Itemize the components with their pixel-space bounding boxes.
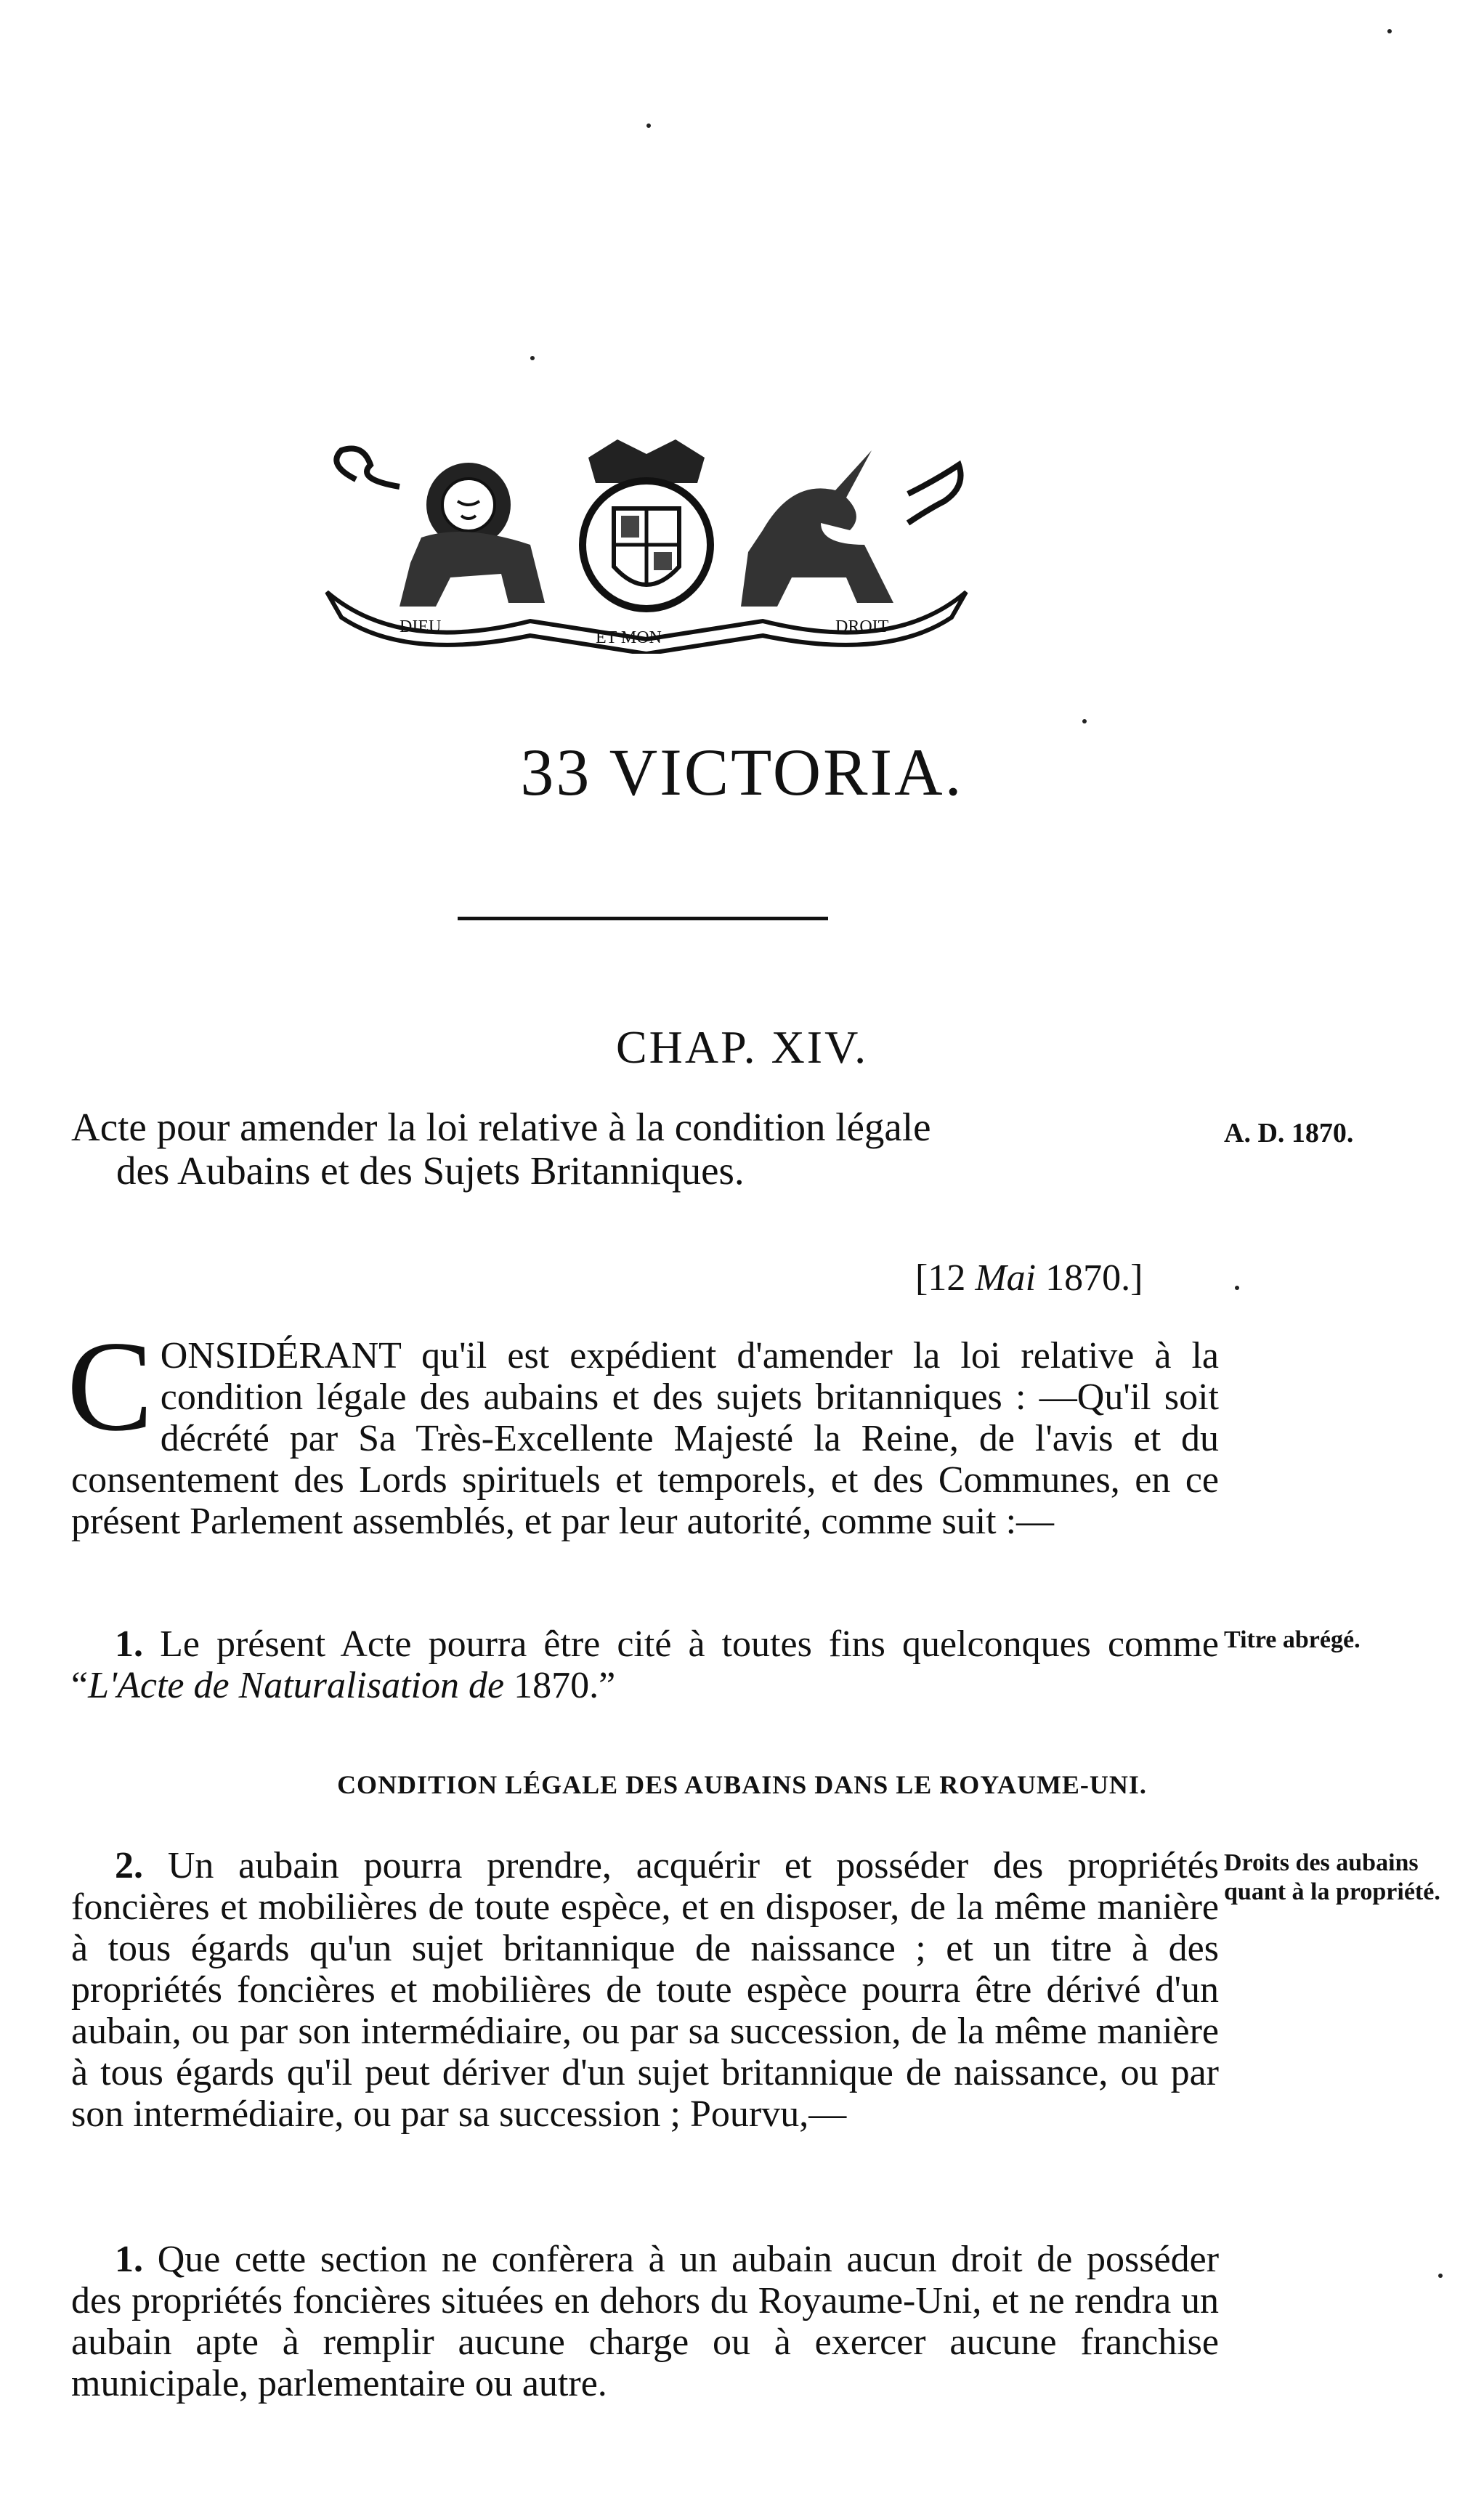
act-regnal-title: 33 VICTORIA. (520, 735, 964, 809)
motto-right: DROIT (835, 617, 889, 636)
scan-speck (530, 356, 535, 360)
scan-speck (1082, 719, 1087, 723)
section-2-text: Un aubain pourra prendre, acquérir et posséder des propriétés foncières et mobilières de toute espèce, et en disposer, de la même manière à tous égards qu'un sujet britannique de naissance ; et un titre à des propriétés foncières et mobilières de toute espèce pourra être dérivé d'un aubain, ou par son intermédiaire, ou par sa succession, de la même manière à tous égards qu'il peut dériver d'un sujet britannique de naissance, ou par son intermédiaire, ou par sa succession ; Pourvu,— (71, 1845, 1220, 2135)
long-title-line-1: Acte pour amender la loi relative à la condition légale (71, 1105, 931, 1149)
scan-speck (1387, 29, 1392, 33)
section-2-number: 2. (115, 1845, 143, 1886)
scan-speck (1438, 2274, 1443, 2278)
proviso-1-number: 1. (115, 2239, 143, 2280)
section-2-margin-note: Droits des aubains quant à la propriété. (1224, 1849, 1440, 1905)
citation-year: 1870.” (514, 1665, 616, 1706)
act-long-title (71, 1106, 1219, 1193)
year-margin-note: A. D. 1870. (1224, 1118, 1354, 1148)
chapter-heading: CHAP. XIV. (615, 1021, 869, 1073)
proviso-1-text: Que cette section ne confèrera à un aubain aucun droit de posséder des propriétés foncières situées en dehors du Royaume-Uni, et ne rendra un aubain apte à remplir aucune charge ou à exercer aucune franchise municipale, parlementaire ou autre. (71, 2239, 1220, 2404)
date-open: [12 (915, 1257, 966, 1299)
section-2 (71, 1845, 1219, 2135)
preamble-text: ONSIDÉRANT qu'il est expédient d'amender la loi relative à la condition légale des aubains et des sujets britanniques : —Qu'il soit décrété par Sa Très-Excellente Majesté la Reine, de l'avis et du consentement des Lords spirituels et temporels, et des Communes, en ce présent Parlement assemblés, et par leur autorité, comme suit :— (71, 1335, 1219, 1542)
section-1 (71, 1623, 1219, 1706)
section-heading: CONDITION LÉGALE DES AUBAINS DANS LE ROYAUME-UNI. (337, 1770, 1147, 1799)
section-1-margin-note: Titre abrégé. (1224, 1626, 1361, 1653)
title-rule (458, 917, 828, 920)
motto-middle: ET MON (596, 628, 662, 647)
shield-icon (583, 439, 710, 609)
motto-left: DIEU (400, 617, 442, 636)
proviso-1 (71, 2239, 1219, 2404)
preamble (67, 1314, 1219, 1542)
unicorn-icon (741, 450, 961, 607)
citation-quote-open: “ (71, 1665, 89, 1706)
lion-icon (336, 449, 545, 607)
royal-assent-date (915, 1257, 1143, 1299)
dropcap-letter: C (67, 1314, 153, 1458)
date-month: Mai (975, 1257, 1037, 1299)
scan-speck (1235, 1286, 1239, 1290)
section-1-text: Le présent Acte pourra être cité à toutes fins quelconques comme (160, 1623, 1220, 1665)
citation-title: L'Acte de Naturalisation de (88, 1665, 505, 1706)
date-close: 1870.] (1045, 1257, 1143, 1299)
long-title-line-2: des Aubains et des Sujets Britanniques. (116, 1148, 745, 1193)
scan-speck (646, 123, 651, 128)
section-1-number: 1. (115, 1623, 143, 1665)
royal-coat-of-arms (312, 436, 981, 654)
